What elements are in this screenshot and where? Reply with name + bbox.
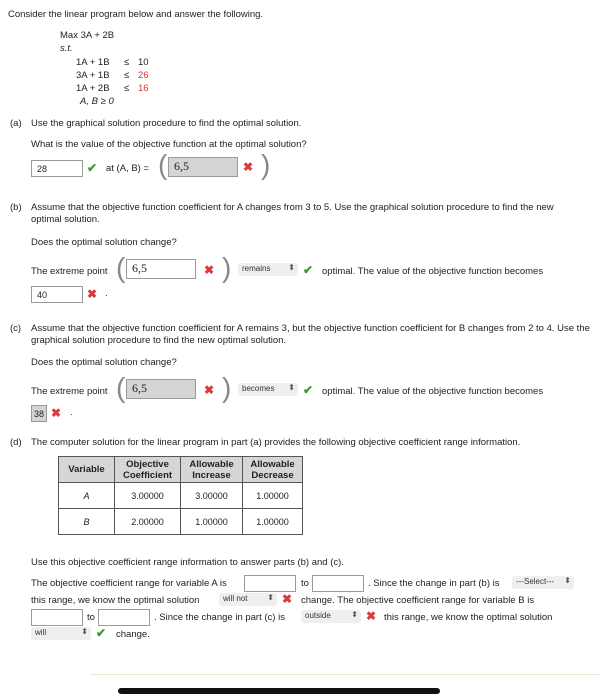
part-c-text: Assume that the objective function coefficient for A remains 3, but the objective function coefficient for B changes from 2 to 4. Use the graphical solution procedure to find the new optimal solution. — [31, 323, 590, 346]
range-b-upper-input[interactable] — [98, 609, 150, 626]
part-b-after-text: optimal. The value of the objective function becomes — [322, 266, 544, 277]
part-b-will-select[interactable] — [219, 593, 277, 606]
lp-c1-rhs: 10 — [138, 57, 149, 68]
table-cell: 1.00000 — [243, 483, 303, 509]
lp-c1-lhs: 1A + 1B — [76, 57, 110, 68]
part-c-will-select[interactable] — [31, 627, 91, 640]
part-b-extreme-label: The extreme point — [31, 266, 108, 277]
part-b-change-select[interactable] — [238, 263, 298, 276]
lp-c3-lhs: 1A + 2B — [76, 83, 110, 94]
part-c-question: Does the optimal solution change? — [31, 357, 177, 368]
part-d-line2-prefix: this range, we know the optimal solution — [31, 595, 200, 606]
chevron-updown-icon: ⬍ — [351, 610, 358, 619]
range-a-lower-input[interactable] — [244, 575, 296, 592]
lp-c2-lhs: 3A + 1B — [76, 70, 110, 81]
table-cell: 3.00000 — [181, 483, 243, 509]
chevron-updown-icon: ⬍ — [81, 627, 88, 636]
part-b-point-input[interactable]: 6,5 — [126, 259, 196, 279]
check-icon: ✔ — [96, 626, 107, 640]
part-d-line2-suffix: change. The objective coefficient range for variable B is — [301, 595, 535, 606]
part-b-range-select-value: ---Select--- — [516, 577, 555, 586]
part-b-text: Assume that the objective function coefficient for A changes from 3 to 5. Use the graphical solution procedure to find the new optimal solution. — [31, 202, 554, 225]
part-b-change-select-value: remains — [242, 264, 271, 273]
range-b-lower-input[interactable] — [31, 609, 83, 626]
part-d-line1-suffix: . Since the change in part (b) is — [368, 578, 500, 589]
table-header: Allowable Decrease — [243, 457, 303, 483]
lp-c3-rhs: 16 — [138, 83, 149, 94]
part-a-question: What is the value of the objective function at the optimal solution? — [31, 139, 307, 150]
part-b-objective-input[interactable]: 40 — [31, 286, 83, 303]
table-header-row — [59, 457, 303, 483]
range-a-upper-input[interactable] — [312, 575, 364, 592]
part-d-line3-suffix: . Since the change in part (c) is — [154, 612, 285, 623]
part-c-period: . — [70, 407, 73, 418]
part-a-label: (a) — [10, 118, 22, 129]
part-c-label: (c) — [10, 323, 22, 334]
lp-c1-rel: ≤ — [124, 57, 130, 68]
table-row — [59, 483, 303, 509]
table-cell: B — [59, 509, 115, 535]
chevron-updown-icon: ⬍ — [288, 263, 295, 272]
left-paren-icon: ( — [116, 252, 126, 283]
part-d-to1: to — [301, 578, 309, 589]
check-icon: ✔ — [303, 263, 314, 277]
part-c-after-text: optimal. The value of the objective function becomes — [322, 386, 544, 397]
table-cell: 1.00000 — [181, 509, 243, 535]
lp-c2-rel: ≤ — [124, 70, 130, 81]
table-header: Variable — [59, 457, 115, 483]
part-a-objective-input[interactable]: 28 — [31, 160, 83, 177]
part-d-text: The computer solution for the linear program in part (a) provides the following objective coefficient range information. — [31, 437, 521, 448]
chevron-updown-icon: ⬍ — [288, 383, 295, 392]
table-cell: 2.00000 — [115, 509, 181, 535]
part-d-line4-suffix: change. — [116, 629, 150, 640]
part-d-instruction: Use this objective coefficient range information to answer parts (b) and (c). — [31, 557, 344, 568]
check-icon: ✔ — [303, 383, 314, 397]
home-indicator[interactable] — [118, 688, 440, 694]
part-b-question: Does the optimal solution change? — [31, 237, 177, 248]
cross-icon: ✖ — [243, 160, 254, 174]
table-row — [59, 509, 303, 535]
objective-range-table — [58, 456, 303, 535]
cross-icon: ✖ — [282, 592, 293, 606]
part-c-range-select[interactable] — [301, 610, 361, 623]
part-c-change-select[interactable] — [238, 383, 298, 396]
part-c-range-select-value: outside — [305, 611, 331, 620]
cross-icon: ✖ — [204, 383, 215, 397]
part-d-line1-prefix: The objective coefficient range for variable A is — [31, 578, 227, 589]
chevron-updown-icon: ⬍ — [564, 576, 571, 585]
check-icon: ✔ — [87, 161, 98, 175]
left-paren-icon: ( — [158, 149, 168, 180]
chevron-updown-icon: ⬍ — [267, 593, 274, 602]
cross-icon: ✖ — [366, 609, 377, 623]
right-paren-icon: ) — [261, 149, 271, 180]
part-b-period: . — [105, 288, 108, 299]
part-b-will-select-value: will not — [223, 594, 248, 603]
part-c-objective-input[interactable]: 38 — [31, 405, 47, 422]
part-a-at-label: at (A, B) = — [106, 163, 150, 174]
intro-text: Consider the linear program below and answer the following. — [8, 9, 264, 20]
part-c-change-select-value: becomes — [242, 384, 275, 393]
table-header: Objective Coefficient — [115, 457, 181, 483]
part-b-range-select[interactable] — [512, 576, 574, 589]
lp-nonneg: A, B ≥ 0 — [80, 96, 114, 107]
part-d-to2: to — [87, 612, 95, 623]
part-b-label: (b) — [10, 202, 22, 213]
cross-icon: ✖ — [204, 263, 215, 277]
cross-icon: ✖ — [87, 287, 98, 301]
part-d-line3-tail: this range, we know the optimal solution — [384, 612, 553, 623]
table-cell: 3.00000 — [115, 483, 181, 509]
part-a-point-input[interactable]: 6,5 — [168, 157, 238, 177]
right-paren-icon: ) — [222, 252, 232, 283]
divider — [90, 674, 600, 675]
part-c-extreme-label: The extreme point — [31, 386, 108, 397]
right-paren-icon: ) — [222, 372, 232, 403]
left-paren-icon: ( — [116, 372, 126, 403]
part-c-will-select-value: will — [35, 628, 47, 637]
lp-objective: Max 3A + 2B — [60, 30, 115, 41]
table-cell: 1.00000 — [243, 509, 303, 535]
part-d-label: (d) — [10, 437, 22, 448]
part-a-text: Use the graphical solution procedure to find the optimal solution. — [31, 118, 302, 129]
lp-st: s.t. — [60, 43, 73, 54]
table-cell: A — [59, 483, 115, 509]
lp-c2-rhs: 26 — [138, 70, 149, 81]
lp-c3-rel: ≤ — [124, 83, 130, 94]
part-c-point-input[interactable]: 6,5 — [126, 379, 196, 399]
table-header: Allowable Increase — [181, 457, 243, 483]
cross-icon: ✖ — [51, 406, 62, 420]
